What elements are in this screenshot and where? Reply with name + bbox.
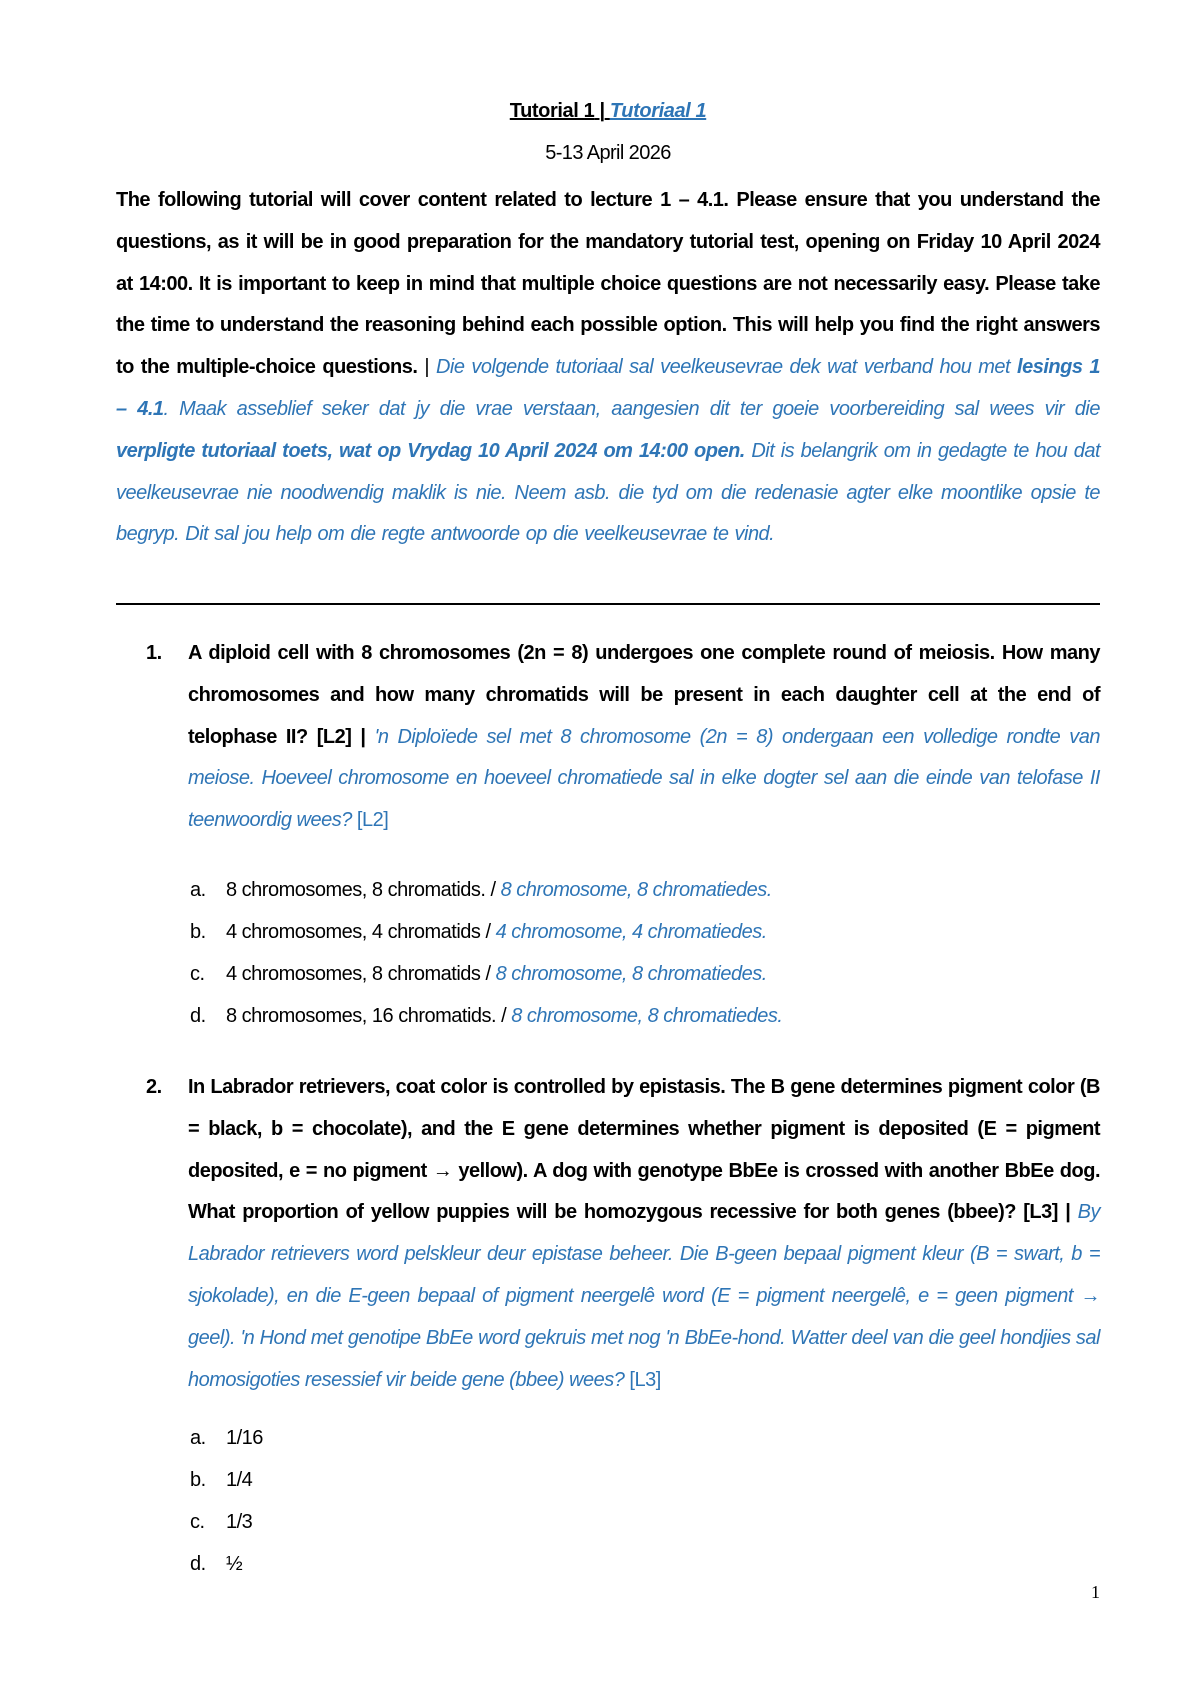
option-d: d. 8 chromosomes, 16 chromatids. / 8 chromosome, 8 chromatiedes. bbox=[190, 1005, 783, 1027]
option-b: b. 1/4 bbox=[190, 1469, 253, 1491]
question-number: 1. bbox=[146, 642, 162, 664]
question-2-options bbox=[190, 1417, 263, 1585]
option-a: a. 8 chromosomes, 8 chromatids. / 8 chromosome, 8 chromatiedes. bbox=[190, 879, 772, 901]
option-a: a. 1/16 bbox=[190, 1427, 263, 1449]
intro-afrikaans-test: verpligte tutoriaal toets, wat op Vrydag 10 April 2024 om 14:00 open. bbox=[116, 439, 745, 462]
question-afrikaans: 'n Diploïede sel met 8 chromosome (2n = 8) ondergaan een volledige rondte van meiose. Hoeveel chromosome en hoeveel chromatiede sal in elke dogter sel aan die einde van telofase II teenwoordig wees? bbox=[188, 725, 1100, 832]
title-separator: | bbox=[599, 100, 605, 122]
intro-afrikaans-3: Dit is belangrik om in gedagte te hou dat veelkeusevrae nie noodwendig maklik is nie. Neem asb. die tyd om die redenasie agter elke moontlike opsie te begryp. Dit sal jou help om die regte antwoorde op die veelkeusevrae te vind. bbox=[116, 439, 1100, 546]
title-afrikaans: Tutoriaal 1 bbox=[609, 100, 707, 122]
question-1 bbox=[146, 633, 1100, 842]
question-level: [L2] bbox=[351, 809, 389, 832]
header-section bbox=[116, 96, 1100, 556]
page-title bbox=[116, 96, 1100, 126]
question-text bbox=[188, 1067, 1100, 1401]
question-afrikaans: By Labrador retrievers word pelskleur deur epistase beheer. Die B-geen bepaal pigment kleur (B = swart, b = sjokolade), en die E-geen bepaal of pigment neergelê word (E = pigment neergelê, e = geen pigment → geel). 'n Hond met genotipe BbEe word gekruis met nog 'n BbEe-hond. Watter deel van die geel hondjies sal homosigoties resessief vir beide gene (bbee) wees? bbox=[188, 1201, 1100, 1391]
question-2 bbox=[146, 1067, 1100, 1401]
intro-separator: | bbox=[417, 356, 436, 379]
page-number: 1 bbox=[1091, 1582, 1100, 1602]
title-english: Tutorial 1 bbox=[509, 100, 595, 122]
intro-afrikaans-lectures: lesings 1 – 4.1 bbox=[116, 356, 1101, 420]
intro-english: The following tutorial will cover content related to lecture 1 – 4.1. Please ensure that you understand the questions, as it will be in good preparation for the mandatory tutorial test, opening on Friday 10 April 2024 at 14:00. It is important to keep in mind that multiple choice questions are not necessarily easy. Please take the time to understand the reasoning behind each possible option. This will help you find the right answers to the multiple-choice questions. bbox=[116, 189, 1100, 379]
question-text bbox=[188, 633, 1100, 842]
question-english: In Labrador retrievers, coat color is controlled by epistasis. The B gene determines pigment color (B = black, b = chocolate), and the E gene determines whether pigment is deposited (E = pigment deposited, e = no pigment → yellow). A dog with genotype BbEe is crossed with another BbEe dog. What proportion of yellow puppies will be homozygous recessive for both genes (bbee)? [L3] | bbox=[188, 1076, 1100, 1224]
option-c: c. 4 chromosomes, 8 chromatids / 8 chromosome, 8 chromatiedes. bbox=[190, 963, 767, 985]
option-c: c. 1/3 bbox=[190, 1511, 253, 1533]
option-d: d. ½ bbox=[190, 1553, 243, 1575]
option-b: b. 4 chromosomes, 4 chromatids / 4 chromosome, 4 chromatiedes. bbox=[190, 921, 767, 943]
question-english: A diploid cell with 8 chromosomes (2n = 8) undergoes one complete round of meiosis. How many chromosomes and how many chromatids will be present in each daughter cell at the end of telophase II? [L2] | bbox=[188, 642, 1100, 748]
question-level: [L3] bbox=[624, 1368, 661, 1391]
intro-afrikaans-2: . Maak asseblief seker dat jy die vrae verstaan, aangesien dit ter goeie voorbereiding sal wees vir die bbox=[163, 397, 1100, 420]
intro-paragraph bbox=[116, 180, 1100, 556]
date-range: 5-13 April 2026 bbox=[545, 142, 671, 164]
question-1-options bbox=[190, 869, 782, 1037]
intro-afrikaans-1: Die volgende tutoriaal sal veelkeusevrae dek wat verband hou met bbox=[435, 356, 1018, 379]
question-number: 2. bbox=[146, 1076, 162, 1098]
section-divider bbox=[116, 603, 1100, 605]
